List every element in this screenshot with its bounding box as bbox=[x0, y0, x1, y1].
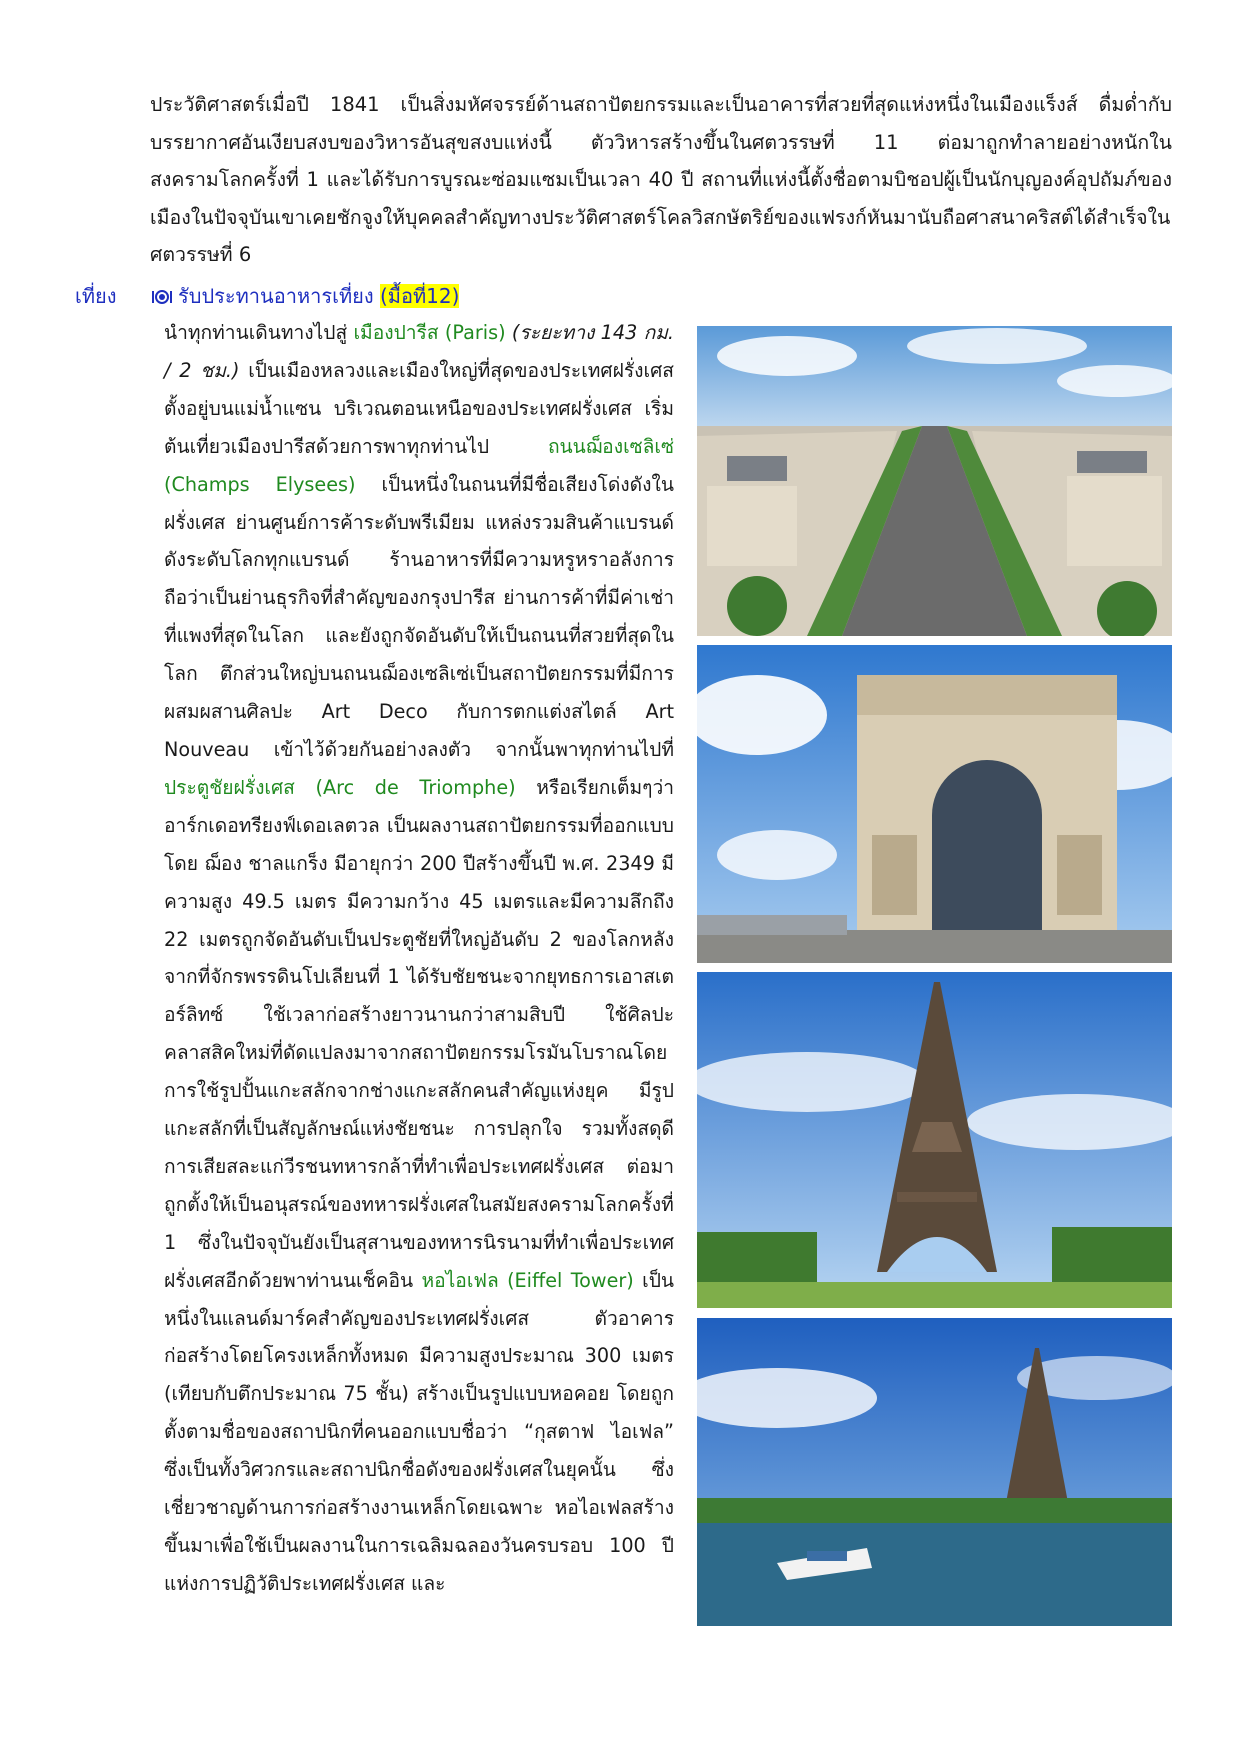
place-arc-de-triomphe: ประตูชัยฝรั่งเศส (Arc de Triomphe) bbox=[164, 775, 516, 799]
body-text-5: เป็นหนึ่งในแลนด์มาร์คสำคัญของประเทศฝรั่งเศส ตัวอาคารก่อสร้างโดยโครงเหล็กทั้งหมด มีความสูงประมาณ 300 เมตร (เทียบกับตึกประมาณ 75 ชั้น) สร้างเป็นรูปแบบหอคอย โดยถูกตั้งตามชื่อของสถาปนิกที่คนออกแบบชื่อว่า “กุสตาฟ ไอเฟล” ซึ่งเป็นทั้งวิศวกรและสถาปนิกชื่อดังของฝรั่งเศสในยุคนั้น ซึ่งเชี่ยวชาญด้านการก่อสร้างงานเหล็กโดยเฉพาะ หอไอเฟลสร้างขึ้นมาเพื่อใช้เป็นผลงานในการเฉลิมฉลองวันครบรอบ 100 ปี แห่งการปฏิวัติประเทศฝรั่งเศส และ bbox=[164, 1268, 674, 1595]
meal-row bbox=[0, 279, 1241, 313]
meal-time-label: เที่ยง bbox=[75, 284, 117, 308]
place-eiffel-tower: หอไอเฟล (Eiffel Tower) bbox=[421, 1268, 634, 1292]
body-text-1: นำทุกท่านเดินทางไปสู่ bbox=[164, 321, 354, 344]
meal-number-badge: (มื้อที่12) bbox=[379, 284, 460, 308]
place-champs-elysees: ถนนฌ็องเซลิเซ่ (Champs Elysees) bbox=[164, 434, 674, 496]
intro-paragraph: ประวัติศาสตร์เมื่อปี 1841 เป็นสิ่งมหัศจรรย์ด้านสถาปัตยกรรมและเป็นอาคารที่สวยที่สุดแห่งหนึ่งในเมืองแร็งส์ ดื่มด่ำกับบรรยากาศอันเงียบสงบของวิหารอันสุขสงบแห่งนี้ ตัววิหารสร้างขึ้นในศตวรรษที่ 11 ต่อมาถูกทำลายอย่างหนักในสงครามโลกครั้งที่ 1 และได้รับการบูรณะซ่อมแซมเป็นเวลา 40 ปี สถานที่แห่งนี้ตั้งชื่อตามบิชอปผู้เป็นนักบุญองค์อุปถัมภ์ของเมืองในปัจจุบันเขาเคยชักจูงให้บุคคลสำคัญทางประวัติศาสตร์โคลวิสกษัตริย์ของแฟรงก์หันมานับถือศาสนาคริสต์ได้สำเร็จในศตวรรษที่ 6 bbox=[150, 93, 1172, 266]
photo-champs-elysees bbox=[697, 326, 1172, 636]
photo-arc-de-triomphe bbox=[697, 645, 1172, 963]
place-paris: เมืองปารีส (Paris) bbox=[353, 321, 506, 344]
paris-description bbox=[164, 314, 674, 1603]
body-text-3: เป็นหนึ่งในถนนที่มีชื่อเสียงโด่งดังในฝรั่งเศส ย่านศูนย์การค้าระดับพรีเมียม แหล่งรวมสินค้าแบรนด์ดังระดับโลกทุกแบรนด์ ร้านอาหารที่มีความหรูหราอลังการ ถือว่าเป็นย่านธุรกิจที่สำคัญของกรุงปารีส ย่านการค้าที่มีค่าเช่าที่แพงที่สุดในโลก และยังถูกจัดอันดับให้เป็นถนนที่สวยที่สุดในโลก ตึกส่วนใหญ่บนถนนฌ็องเซลิเซ่เป็นสถาปัตยกรรมที่มีการผสมผสานศิลปะ Art Deco กับการตกแต่งสไตล์ Art Nouveau เข้าไว้ด้วยกันอย่างลงตัว จากนั้นพาทุกท่านไปที่ bbox=[164, 472, 674, 761]
body-text-4: หรือเรียกเต็มๆว่า อาร์กเดอทรียงฟ์เดอเลตวล เป็นผลงานสถาปัตยกรรมที่ออกแบบโดย ฌ็อง ชาลแกร็ง มีอายุกว่า 200 ปีสร้างขึ้นปี พ.ศ. 2349 มีความสูง 49.5 เมตร มีความกว้าง 45 เมตรและมีความลึกถึง 22 เมตรถูกจัดอันดับเป็นประตูชัยที่ใหญ่อันดับ 2 ของโลกหลังจากที่จักรพรรดินโปเลียนที่ 1 ได้รับชัยชนะจากยุทธการเอาสเตอร์ลิทซ์ ใช้เวลาก่อสร้างยาวนานกว่าสามสิบปี ใช้ศิลปะคลาสสิคใหม่ที่ดัดแปลงมาจากสถาปัตยกรรมโรมันโบราณโดยการใช้รูปปั้นแกะสลักจากช่างแกะสลักคนสำคัญแห่งยุค มีรูปแกะสลักที่เป็นสัญลักษณ์แห่งชัยชนะ การปลุกใจ รวมทั้งสดุดีการเสียสละแก่วีรชนทหารกล้าที่ทำเพื่อประเทศฝรั่งเศส ต่อมาถูกตั้งให้เป็นอนุสรณ์ของทหารฝรั่งเศสในสมัยสงครามโลกครั้งที่ 1 ซึ่งในปัจจุบันยังเป็นสุสานของทหารนิรนามที่ทำเพื่อประเทศฝรั่งเศสอีกด้วยพาท่านนเช็คอิน bbox=[164, 775, 674, 1292]
body-text-2: เป็นเมืองหลวงและเมืองใหญ่ที่สุดของประเทศฝรั่งเศส ตั้งอยู่บนแม่น้ำแซน บริเวณตอนเหนือของประเทศฝรั่งเศส เริ่มต้นเที่ยวเมืองปารีสด้วยการพาทุกท่านไป bbox=[164, 358, 674, 458]
meal-label: รับประทานอาหารเที่ยง bbox=[178, 284, 374, 308]
photo-eiffel-tower bbox=[697, 972, 1172, 1308]
distance-note: (ระยะทาง 143 กม. / 2 ชม.) bbox=[164, 321, 674, 382]
photo-eiffel-tower-seine bbox=[697, 1318, 1172, 1626]
meal-heading bbox=[152, 279, 459, 313]
meal-icon bbox=[152, 279, 174, 313]
